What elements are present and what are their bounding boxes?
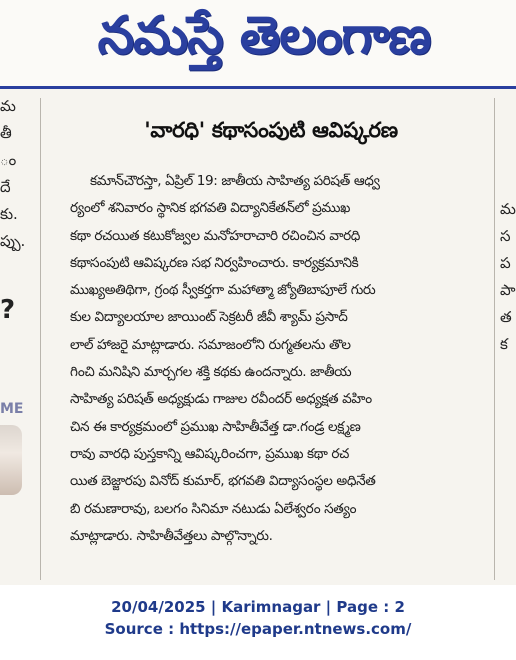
masthead [0,0,516,86]
article-body [70,168,494,560]
article-line: లాల్ హాజరై మాట్లాడారు. సమాజంలోని రుగ్మతలను తొల [70,336,351,353]
left-fragment-text: దే [0,178,11,196]
left-fragment-me: ME [0,401,24,417]
article-line: కథాసంపుటి ఆవిష్కరణ సభ నిర్వహించారు. కార్యక్రమానికి [70,254,359,271]
article-line: ముఖ్యఅతిథిగా, గ్రంథ స్వీకర్తగా మహాత్మా జ్యోతిబాపూలే గురు [70,282,376,299]
column-divider-left [40,98,41,580]
article-line: కథా రచయిత కటుకోజ్వల మనోహరాచారి రచించిన వారధి [70,227,360,244]
left-fragment-text: మ [0,97,16,115]
left-fragment-text: ం [0,151,17,169]
column-divider-right [494,98,495,580]
right-fragment-text: స [500,227,511,245]
masthead-divider [0,86,516,89]
article-line: కుల విద్యాలయాల జాయింట్ సెక్రటరీ జీవీ శ్యామ్ ప్రసాద్ [70,309,348,326]
article-headline: 'వారధి' కథాసంపుటి ఆవిష్కరణ [144,118,398,142]
left-fragment-text: ప్పు. [0,232,26,250]
article-line: యిత బెజ్జారపు వినోద్ కుమార్, భగవతి విద్యాసంస్థల అధినేత [70,473,376,490]
left-fragment-question: ? [0,295,16,325]
article-line: రావు వారధి పుస్తకాన్ని ఆవిష్కరించగా, ప్రముఖ కథా రచ [70,445,349,462]
article-line: చిన ఈ కార్యక్రమంలో ప్రముఖ సాహితీవేత్త డా.గండ్ర లక్ష్మణ [70,418,361,435]
article-line: గించి మనిషిని మార్చగల శక్తి కథకు ఉందన్నారు. జాతీయ [70,364,352,381]
article-line: బి రమణారావు, బలగం సినిమా నటుడు ఏలేశ్వరం సత్యం [70,500,357,517]
right-fragment-text: క [500,335,508,353]
article-line: సాహిత్య పరిషత్ అధ్యక్షుడు గాజుల రవీందర్ అధ్యక్షత వహిం [70,391,372,408]
left-fragment-text: తీ [0,124,12,142]
right-fragment-text: త [500,308,512,326]
article-line: కమాన్‌చౌరస్తా, ఏప్రిల్ 19: జాతీయ సాహిత్య పరిషత్ ఆధ్వ [90,173,380,189]
left-fragment-text: కు. [0,205,18,223]
right-column-fragment [500,200,516,580]
article-line: మాట్లాడారు. సాహితీవేత్తలు పాల్గొన్నారు. [70,527,273,544]
clipping-footer [0,596,516,640]
right-fragment-text: ప [500,254,511,272]
footer-source: Source : https://epaper.ntnews.com/ [104,620,412,638]
right-fragment-text: మ [500,200,516,218]
left-column-fragment [0,95,26,575]
newspaper-logo: నమస్తే తెలంగాణ [97,6,431,66]
article-line: ర్యంలో శనివారం స్థానిక భగవతి విద్యానికేతన్‌లో ప్రముఖ [70,200,350,217]
right-fragment-text: పా [500,281,516,299]
left-ad-image [0,425,22,495]
footer-date-edition: 20/04/2025 | Karimnagar | Page : 2 [111,598,405,616]
